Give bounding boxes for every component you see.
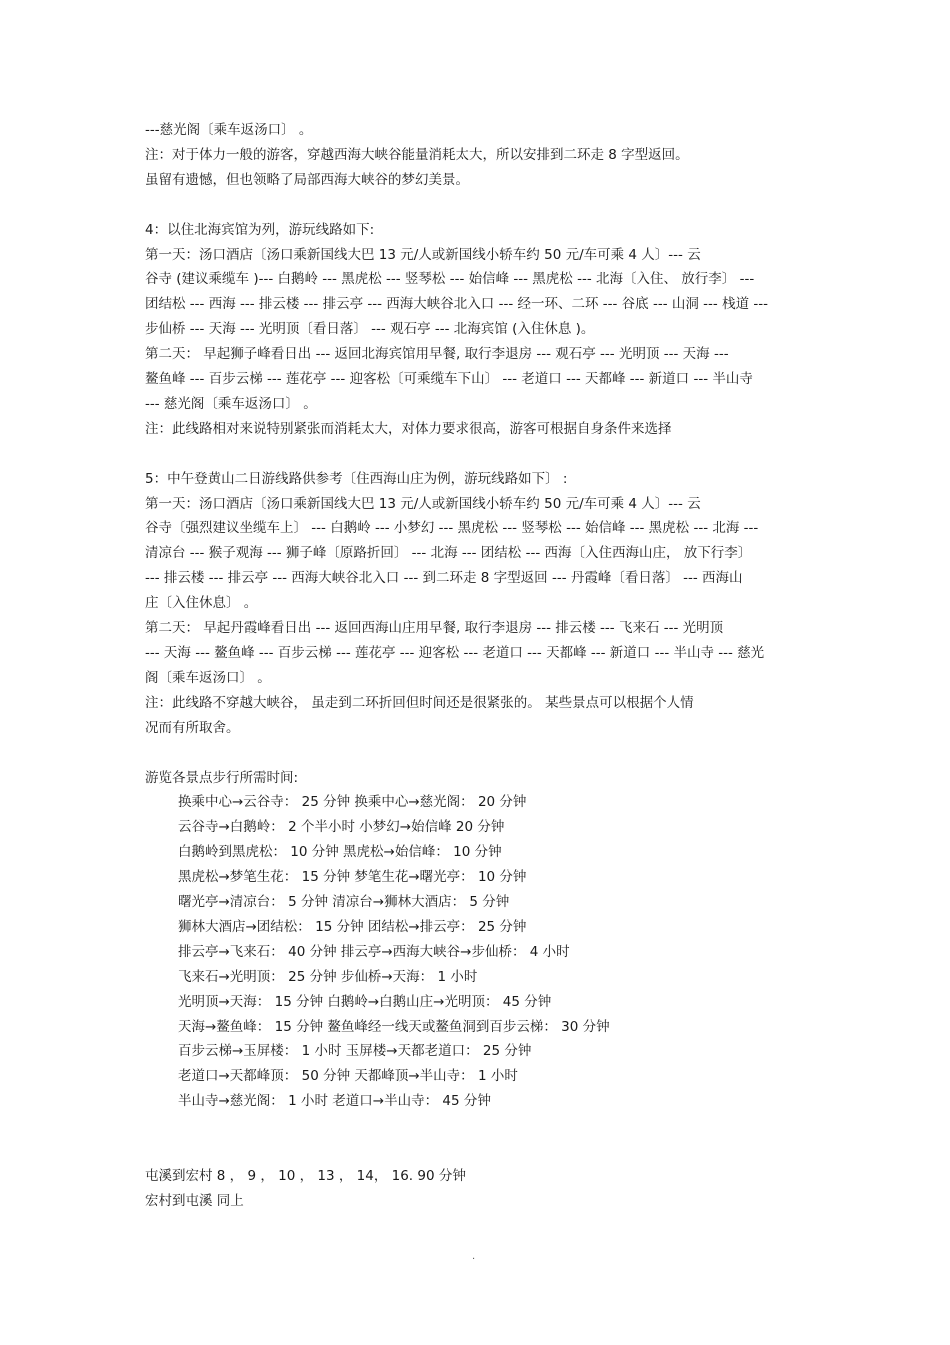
text-line: --- 排云楼 --- 排云亭 --- 西海大峡谷北入口 --- 到二环走 8 字型返回 --- 丹霞峰〔看日落〕 --- 西海山 [145,570,743,587]
list-item: 黑虎松→梦笔生花： 15 分钟 梦笔生花→曙光亭： 10 分钟 [178,869,527,886]
text-line: 谷寺 (建议乘缆车 )--- 白鹅岭 --- 黑虎松 --- 竖琴松 --- 始信峰 --- 黑虎松 --- 北海〔入住、 放行李〕 --- [145,271,755,288]
text-line: 第一天：汤口酒店〔汤口乘新国线大巴 13 元/人或新国线小轿车约 50 元/车可乘 4 人〕--- 云 [145,246,701,263]
list-item: 天海→鳌鱼峰： 15 分钟 鳌鱼峰经一线天或鳌鱼洞到百步云梯： 30 分钟 [178,1018,610,1035]
route-5-section [145,467,810,741]
text-line: --- 天海 --- 鳌鱼峰 --- 百步云梯 --- 莲花亭 --- 迎客松 --- 老道口 --- 天都峰 --- 新道口 --- 半山寺 --- 慈光 [145,645,765,661]
footer-mark: . [472,1251,476,1262]
document-page [145,118,810,1214]
list-item: 曙光亭→清凉台： 5 分钟 清凉台→狮林大酒店： 5 分钟 [178,894,510,911]
text-line: 步仙桥 --- 天海 --- 光明顶〔看日落〕 --- 观石亭 --- 北海宾馆 (入住休息 )。 [145,321,595,338]
text-line: 宏村到屯溪 同上 [145,1192,244,1209]
list-item: 白鹅岭到黑虎松： 10 分钟 黑虎松→始信峰： 10 分钟 [178,844,502,861]
text-line: 清凉台 --- 猴子观海 --- 狮子峰〔原路折回〕 --- 北海 --- 团结松 --- 西海〔入住西海山庄， 放下行李〕 [145,545,752,562]
text-line: 鳌鱼峰 --- 百步云梯 --- 莲花亭 --- 迎客松〔可乘缆车下山〕 --- 老道口 --- 天都峰 --- 新道口 --- 半山寺 [145,371,753,388]
list-item: 换乘中心→云谷寺： 25 分钟 换乘中心→慈光阁： 20 分钟 [178,794,527,811]
text-line: 谷寺〔强烈建议坐缆车上〕 --- 白鹅岭 --- 小梦幻 --- 黑虎松 --- 竖琴松 --- 始信峰 --- 黑虎松 --- 北海 --- [145,520,759,537]
note-line: 况而有所取舍。 [145,719,240,736]
list-item: 飞来石→光明顶： 25 分钟 步仙桥→天海： 1 小时 [178,968,478,985]
text-line: 阁〔乘车返汤口〕 。 [145,669,271,686]
note-line: 注：对于体力一般的游客，穿越西海大峡谷能量消耗太大，所以安排到二环走 8 字型返回。 [145,146,689,163]
list-item: 半山寺→慈光阁： 1 小时 老道口→半山寺： 45 分钟 [178,1093,491,1110]
route-4-section [145,218,810,442]
text-line: 团结松 --- 西海 --- 排云楼 --- 排云亭 --- 西海大峡谷北入口 --- 经一环、二环 --- 谷底 --- 山洞 --- 栈道 --- [145,296,768,313]
text-line: 屯溪到宏村 8 ， 9 ， 10 ， 13 ， 14， 16. 90 分钟 [145,1167,466,1184]
walk-times-list [145,790,810,1114]
note-line: 虽留有遗憾，但也领略了局部西海大峡谷的梦幻美景。 [145,171,469,188]
bus-schedule [145,1164,810,1214]
section-heading: 5：中午登黄山二日游线路供参考〔住西海山庄为例，游玩线路如下〕 : [145,470,568,487]
text-line: --- 慈光阁〔乘车返汤口〕 。 [145,395,317,412]
section-heading: 4：以住北海宾馆为列，游玩线路如下: [145,221,375,238]
note-line: 注：此线路相对来说特别紧张而消耗太大，对体力要求很高，游客可根据自身条件来选择 [145,420,672,437]
text-line: ---慈光阁〔乘车返汤口〕 。 [145,122,313,138]
list-item: 老道口→天都峰顶： 50 分钟 天都峰顶→半山寺： 1 小时 [178,1068,518,1085]
text-line: 第一天：汤口酒店〔汤口乘新国线大巴 13 元/人或新国线小轿车约 50 元/车可乘 4 人〕--- 云 [145,495,701,512]
list-item: 排云亭→飞来石： 40 分钟 排云亭→西海大峡谷→步仙桥： 4 小时 [178,943,570,960]
note-line: 注：此线路不穿越大峡谷， 虽走到二环折回但时间还是很紧张的。 某些景点可以根据个人情 [145,694,694,711]
section-heading: 游览各景点步行所需时间: [145,769,299,786]
list-item: 光明顶→天海： 15 分钟 白鹅岭→白鹅山庄→光明顶： 45 分钟 [178,993,552,1010]
text-line: 第二天： 早起狮子峰看日出 --- 返回北海宾馆用早餐, 取行李退房 --- 观石亭 --- 光明顶 --- 天海 --- [145,346,729,363]
text-line: 庄〔入住休息〕 。 [145,595,258,612]
list-item: 云谷寺→白鹅岭： 2 个半小时 小梦幻→始信峰 20 分钟 [178,819,505,836]
list-item: 狮林大酒店→团结松： 15 分钟 团结松→排云亭： 25 分钟 [178,918,527,935]
text-line: 第二天： 早起丹霞峰看日出 --- 返回西海山庄用早餐, 取行李退房 --- 排云楼 --- 飞来石 --- 光明顶 [145,620,724,637]
route-3-tail [145,118,810,193]
walk-times-section [145,766,810,1115]
list-item: 百步云梯→玉屏楼： 1 小时 玉屏楼→天都老道口： 25 分钟 [178,1043,532,1060]
